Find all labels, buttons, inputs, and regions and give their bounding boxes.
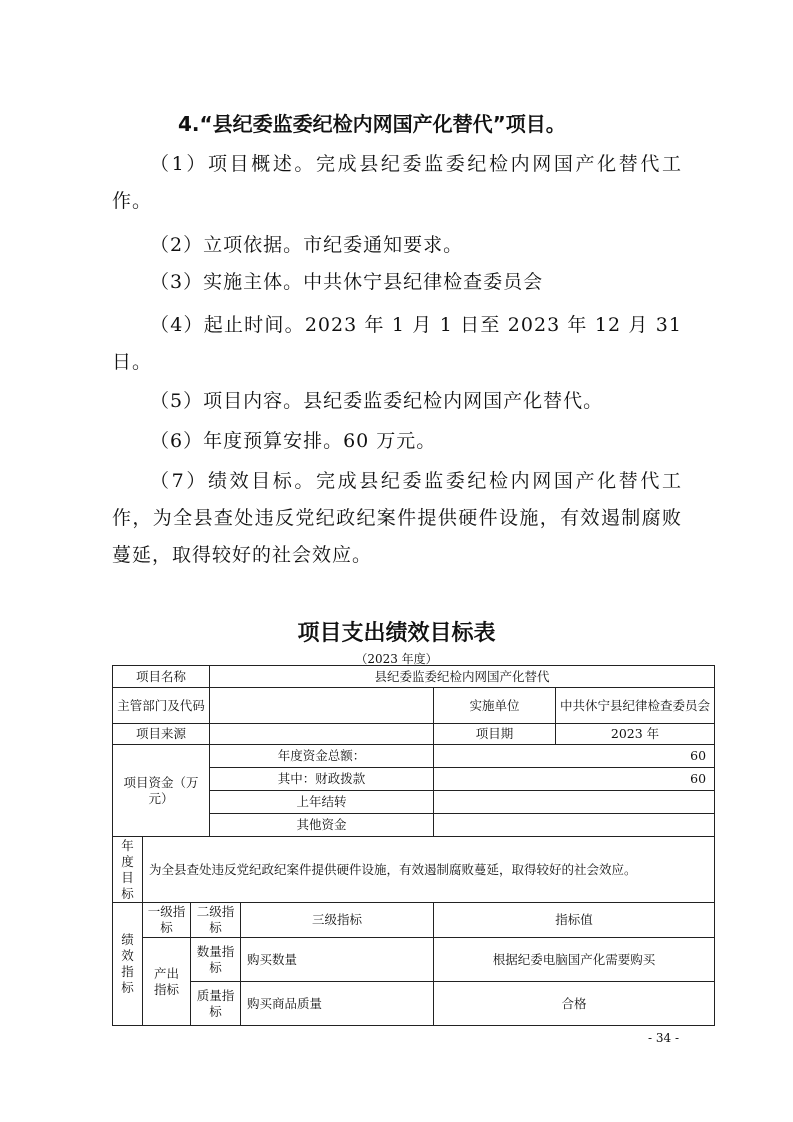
- section-heading: 4.“县纪委监委纪检内网国产化替代”项目。: [178, 112, 566, 136]
- paragraph-basis: （2）立项依据。市纪委通知要求。: [150, 234, 464, 256]
- paragraph-content: （5）项目内容。县纪委监委纪检内网国产化替代。: [150, 390, 604, 412]
- level1-output: 产出指标: [143, 938, 191, 1026]
- project-name-label: 项目名称: [113, 666, 210, 688]
- annual-goal-value: 为全县查处违反党纪政纪案件提供硬件设施，有效遏制腐败蔓延，取得较好的社会效应。: [143, 837, 715, 903]
- period-label: 项目期: [434, 724, 556, 745]
- funds-fiscal-label: 其中：财政拨款: [210, 768, 434, 791]
- table-row: [113, 938, 715, 982]
- level3-quantity: 购买数量: [241, 938, 434, 982]
- level2-quality: 质量指标: [191, 982, 241, 1026]
- col-level2-header: 二级指标: [191, 903, 241, 938]
- annual-goal-label: 年度目标: [113, 837, 143, 903]
- funds-label: 项目资金（万元）: [113, 745, 210, 837]
- impl-unit-label: 实施单位: [434, 688, 556, 724]
- perf-label: 绩效指标: [113, 903, 143, 1026]
- col-level3-header: 三级指标: [241, 903, 434, 938]
- col-level1-header: 一级指标: [143, 903, 191, 938]
- table-row: [113, 837, 715, 903]
- table-row: [113, 666, 715, 688]
- performance-goal-table: [112, 665, 715, 1026]
- source-value: [210, 724, 434, 745]
- level3-quality: 购买商品质量: [241, 982, 434, 1026]
- funds-fiscal-value: 60: [434, 768, 715, 791]
- funds-other-value: [434, 814, 715, 837]
- table-row: [113, 745, 715, 768]
- table-title: 项目支出绩效目标表: [297, 620, 496, 646]
- table-year-note: （2023 年度）: [355, 652, 438, 666]
- level2-quantity: 数量指标: [191, 938, 241, 982]
- paragraph-subject: （3）实施主体。中共休宁县纪律检查委员会: [150, 271, 544, 293]
- col-value-header: 指标值: [434, 903, 715, 938]
- table-row: [113, 982, 715, 1026]
- funds-total-label: 年度资金总额：: [210, 745, 434, 768]
- funds-carryover-label: 上年结转: [210, 791, 434, 814]
- impl-unit-value: 中共休宁县纪律检查委员会: [556, 688, 715, 724]
- source-label: 项目来源: [113, 724, 210, 745]
- funds-other-label: 其他资金: [210, 814, 434, 837]
- funds-carryover-value: [434, 791, 715, 814]
- project-name-value: 县纪委监委纪检内网国产化替代: [210, 666, 715, 688]
- page-number: - 34 -: [648, 1031, 680, 1045]
- paragraph-goal: （7）绩效目标。完成县纪委监委纪检内网国产化替代工作，为全县查处违反党纪政纪案件提供硬件设施，有效遏制腐败蔓延，取得较好的社会效应。: [112, 470, 682, 566]
- period-value: 2023 年: [556, 724, 715, 745]
- paragraph-period: （4）起止时间。2023 年 1 月 1 日至 2023 年 12 月 31 日。: [112, 314, 682, 373]
- dept-value: [210, 688, 434, 724]
- funds-total-value: 60: [434, 745, 715, 768]
- table-row: [113, 903, 715, 938]
- value-quantity: 根据纪委电脑国产化需要购买: [434, 938, 715, 982]
- dept-label: 主管部门及代码: [113, 688, 210, 724]
- paragraph-budget: （6）年度预算安排。60 万元。: [150, 430, 437, 452]
- table-row: [113, 724, 715, 745]
- value-quality: 合格: [434, 982, 715, 1026]
- table-row: [113, 688, 715, 724]
- paragraph-overview: （1）项目概述。完成县纪委监委纪检内网国产化替代工作。: [112, 153, 682, 212]
